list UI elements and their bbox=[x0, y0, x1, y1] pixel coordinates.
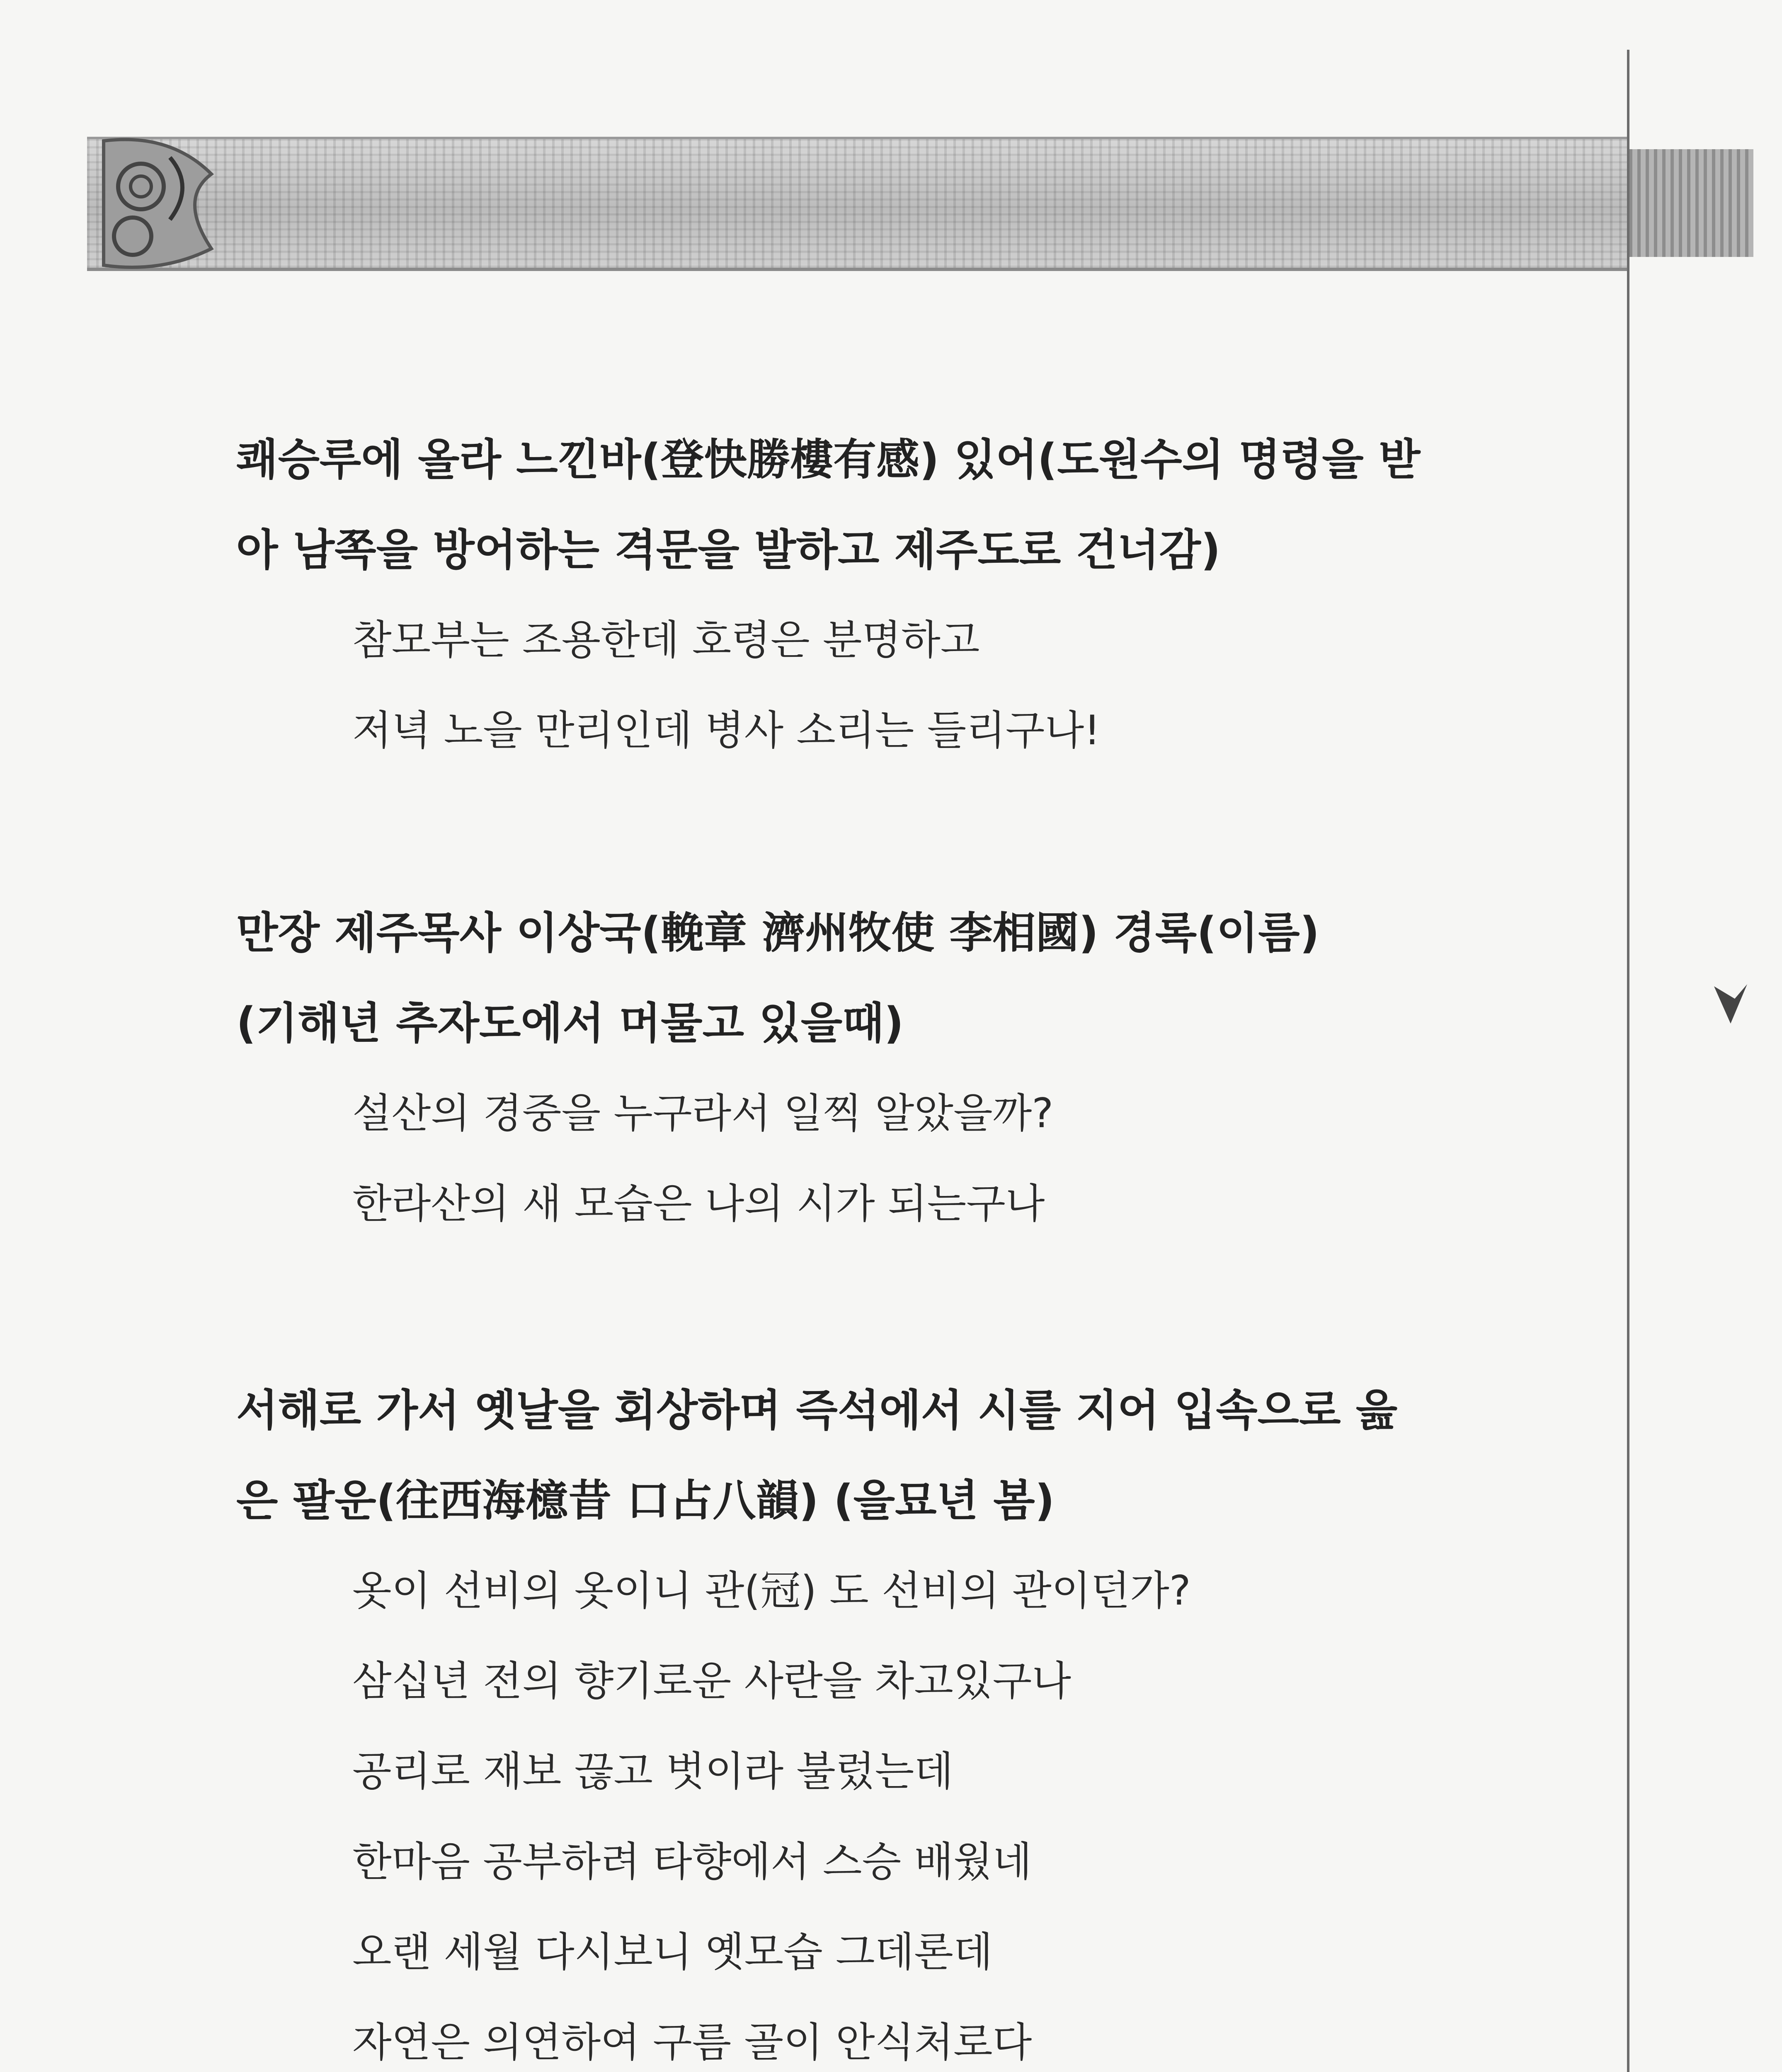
verse-line: 공리로 재보 끊고 벗이라 불렀는데 bbox=[352, 1748, 953, 1795]
verse-line: 한마음 공부하려 타향에서 스승 배웠네 bbox=[352, 1838, 1032, 1886]
poem-heading-line: (기해년 추자도에서 머물고 있을때) bbox=[236, 998, 904, 1048]
poem-heading-line: 아 남쪽을 방어하는 격문을 발하고 제주도로 건너감) bbox=[236, 525, 1221, 575]
verse-line: 한라산의 새 모습은 나의 시가 되는구나 bbox=[352, 1180, 1045, 1227]
verse-line: 자연은 의연하여 구름 골이 안식처로다 bbox=[352, 2019, 1032, 2066]
poem-section bbox=[236, 414, 1596, 776]
binding-line bbox=[1627, 50, 1629, 2072]
page-content bbox=[236, 414, 1596, 2072]
verse-line: 설산의 경중을 누구라서 일찍 알았을까? bbox=[352, 1090, 1054, 1137]
poem-section bbox=[236, 888, 1596, 1249]
verse-line: 오랜 세월 다시보니 옛모습 그데론데 bbox=[352, 1929, 993, 1976]
header-tab bbox=[1629, 149, 1753, 257]
poem-heading-line: 서해로 가서 옛날을 회상하며 즉석에서 시를 지어 입속으로 읊 bbox=[236, 1385, 1398, 1435]
poem-section bbox=[236, 1365, 1596, 2072]
verse-line: 저녁 노을 만리인데 병사 소리는 들리구나! bbox=[352, 707, 1101, 754]
verse-line: 옷이 선비의 옷이니 관(冠) 도 선비의 관이던가? bbox=[352, 1567, 1191, 1615]
poem-heading-line: 은 팔운(往西海檍昔 口占八韻) (을묘년 봄) bbox=[236, 1475, 1055, 1526]
corner-mark-icon bbox=[1712, 982, 1749, 1028]
poem-heading-line: 만장 제주목사 이상국(輓章 濟州牧使 李相國) 경록(이름) bbox=[236, 908, 1320, 958]
header-band bbox=[87, 137, 1629, 271]
verse-line: 삼십년 전의 향기로운 사란을 차고있구나 bbox=[352, 1658, 1071, 1705]
header-ornament-icon bbox=[87, 124, 236, 282]
poem-heading-line: 쾌승루에 올라 느낀바(登快勝樓有感) 있어(도원수의 명령을 받 bbox=[236, 434, 1421, 485]
verse-line: 참모부는 조용한데 호령은 분명하고 bbox=[352, 617, 980, 664]
